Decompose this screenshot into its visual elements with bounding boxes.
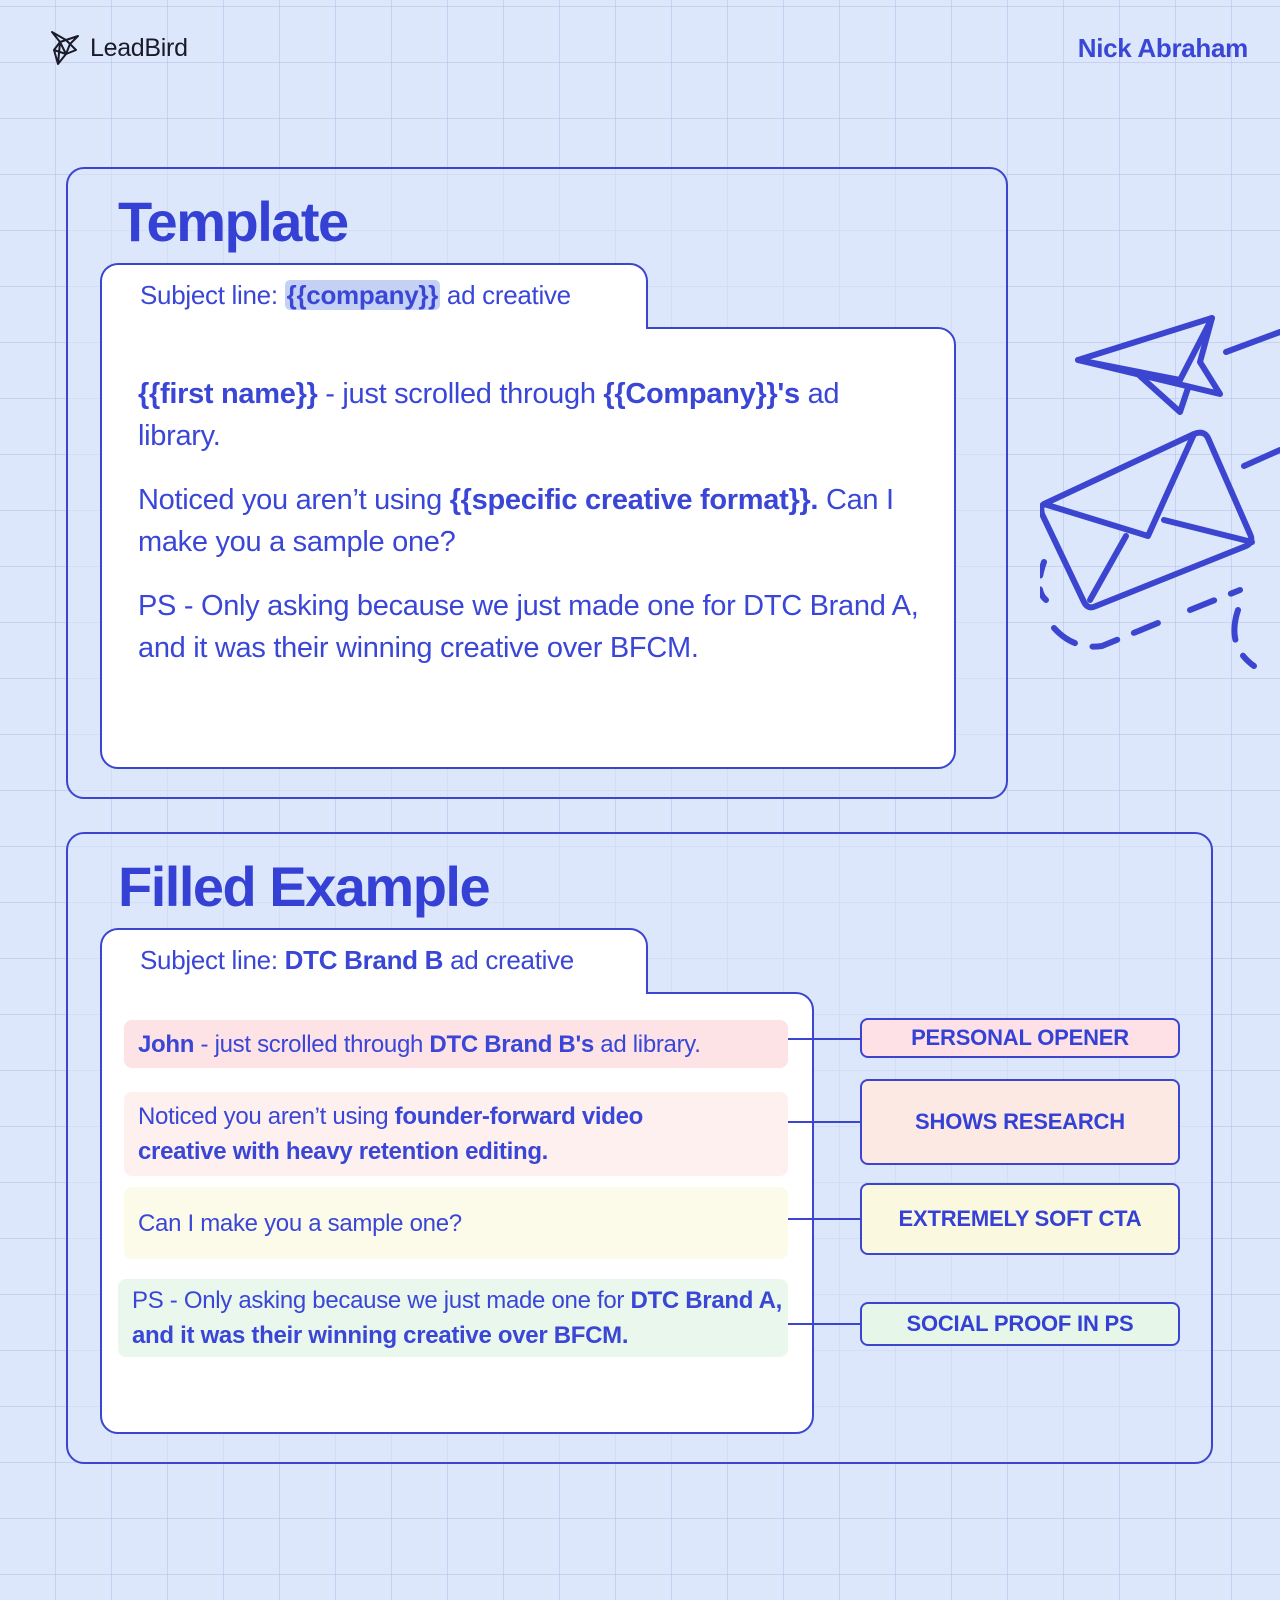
connector-line: [788, 1038, 860, 1040]
research-text: Noticed you aren’t using: [138, 1103, 395, 1130]
subject-brand: DTC Brand B: [284, 945, 444, 975]
cta-text: Can I make you a sample one?: [138, 484, 894, 558]
opener-end: ad library.: [138, 378, 840, 452]
template-email-body: [100, 327, 956, 769]
personal-opener-segment: [124, 1020, 788, 1068]
subject-prefix: Subject line:: [140, 280, 285, 310]
subject-suffix: ad creative: [440, 280, 571, 310]
research-text: Noticed you aren’t using: [138, 484, 450, 516]
label-social-proof: SOCIAL PROOF IN PS: [860, 1302, 1180, 1346]
connector-line: [788, 1121, 860, 1123]
bird-logo-icon: [48, 28, 82, 68]
mail-illustration: [1040, 310, 1280, 700]
opener-text: - just scrolled through: [194, 1030, 430, 1058]
soft-cta-segment: [124, 1187, 788, 1259]
example-email-body: [100, 992, 814, 1434]
label-soft-cta: EXTREMELY SOFT CTA: [860, 1183, 1180, 1255]
opener-end: ad library.: [593, 1030, 701, 1058]
brand-name: LeadBird: [90, 33, 188, 62]
label-shows-research: SHOWS RESEARCH: [860, 1079, 1180, 1165]
template-title: Template: [118, 190, 348, 253]
connector-line: [788, 1218, 860, 1220]
social-proof-segment: [118, 1279, 788, 1357]
label-personal-opener: PERSONAL OPENER: [860, 1018, 1180, 1058]
paper-plane-icon: [1078, 318, 1220, 412]
brand-name-bold: DTC Brand B's: [429, 1030, 594, 1058]
template-ps: [138, 585, 920, 669]
template-research: [138, 479, 920, 563]
research-detail: founder-forward video creative with heavy retention editing.: [138, 1103, 644, 1165]
subject-token: {{company}}: [286, 280, 438, 310]
template-subject-line: [100, 263, 648, 329]
ps-text: PS - Only asking because we just made one for DTC Brand A, and it was their winning creative over BFCM.: [138, 590, 919, 664]
cta-text: Can I make you a sample one?: [138, 1209, 462, 1237]
envelope-icon: [1041, 433, 1252, 608]
company-token: {{Company}}'s: [603, 378, 800, 410]
template-opener: [138, 373, 920, 457]
format-token: {{specific creative format}}.: [449, 484, 819, 516]
template-panel: [66, 167, 1008, 799]
subject-prefix: Subject line:: [140, 945, 285, 975]
brand: [48, 28, 188, 68]
first-name-token: {{first name}}: [138, 378, 318, 410]
ps-text: PS - Only asking because we just made one for: [132, 1287, 631, 1314]
connector-line: [788, 1323, 860, 1325]
example-subject-line: [100, 928, 648, 994]
author-name: Nick Abraham: [1077, 33, 1248, 63]
subject-suffix: ad creative: [443, 945, 574, 975]
opener-text: - just scrolled through: [317, 378, 604, 410]
ps-proof: DTC Brand A, and it was their winning creative over BFCM.: [132, 1287, 782, 1349]
recipient-name: John: [138, 1030, 195, 1058]
example-title: Filled Example: [118, 855, 490, 918]
research-segment: [124, 1092, 788, 1176]
